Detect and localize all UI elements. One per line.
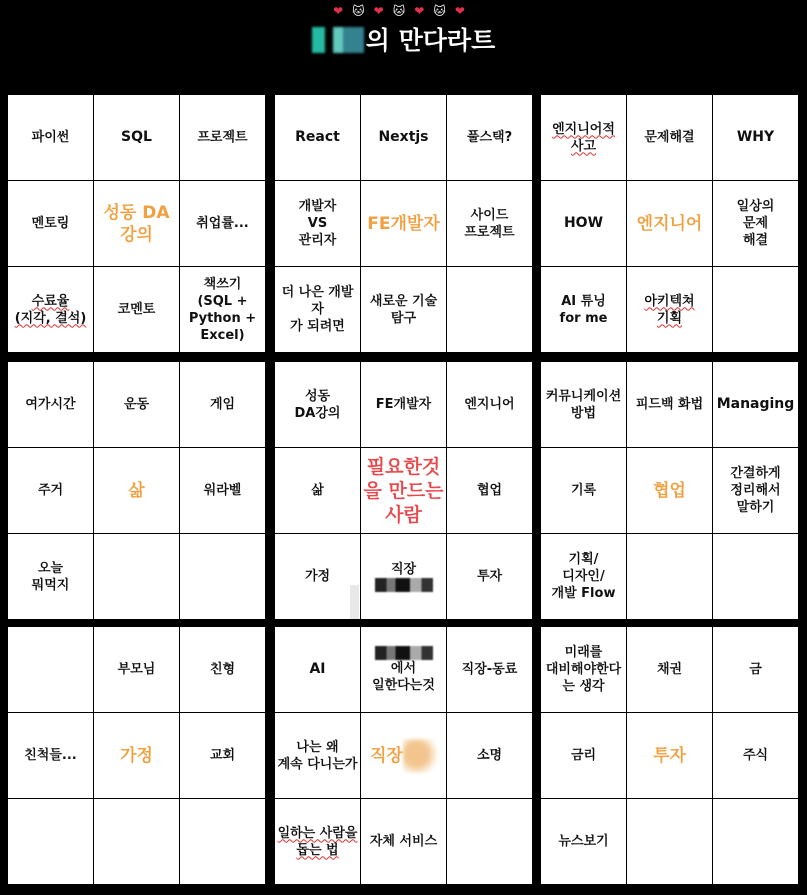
sub-goal-cell (627, 448, 712, 533)
goal-cell (180, 362, 265, 447)
cell-text: 친척들... (24, 748, 77, 763)
cell-text: 협업 (476, 483, 503, 498)
cell-text: 자체 서비스 (369, 834, 438, 849)
cell-text: SQL (121, 129, 152, 145)
goal-cell (8, 713, 93, 798)
sub-goal-cell (94, 181, 179, 266)
cell-text: 더 나은 개발자 가 되려면 (281, 285, 354, 334)
goal-cell (8, 181, 93, 266)
goal-cell (541, 181, 626, 266)
sub-goal-cell (627, 181, 712, 266)
cell-text: 투자 (653, 745, 686, 766)
heart-icon: ❤ (333, 4, 353, 18)
cell-text: 커뮤니케이션 방법 (545, 388, 622, 421)
cell-text: 운동 (123, 397, 150, 412)
goal-cell (447, 362, 532, 447)
cell-text: 워라벨 (203, 483, 242, 498)
goal-cell (180, 181, 265, 266)
sub-goal-cell (94, 713, 179, 798)
empty-cell (447, 799, 532, 884)
cell-text: 게임 (209, 397, 236, 412)
empty-cell (94, 799, 179, 884)
block-top-right (541, 95, 799, 353)
goal-cell (8, 448, 93, 533)
cell-text: 개발자 VS 관리자 (298, 199, 337, 248)
goal-cell (447, 448, 532, 533)
cell-text: FE개발자 (375, 397, 432, 412)
cell-text: 코멘토 (117, 302, 156, 317)
goal-cell (275, 181, 360, 266)
goal-cell (180, 713, 265, 798)
cell-text: 소명 (476, 748, 503, 763)
cell-text: 피드백 화법 (635, 397, 704, 412)
goal-cell (275, 799, 360, 884)
goal-cell (275, 267, 360, 352)
goal-cell (275, 362, 360, 447)
empty-cell (8, 799, 93, 884)
goal-cell (361, 362, 446, 447)
cell-text: 채권 (656, 662, 683, 677)
cell-text: 풀스택? (466, 130, 513, 145)
goal-cell (180, 267, 265, 352)
cell-text: 가정 (120, 745, 153, 766)
sub-goal-cell (361, 181, 446, 266)
goal-cell (541, 534, 626, 619)
cell-text: 주거 (37, 483, 64, 498)
cell-text: 직장 (370, 745, 403, 766)
goal-cell (713, 713, 798, 798)
cat-icon: 🐱 (352, 4, 374, 18)
cell-text: 직장-동료 (461, 662, 518, 677)
cell-text: AI (309, 661, 326, 677)
cell-text: 여가시간 (25, 397, 76, 412)
cell-text: 프로젝트 (197, 130, 248, 145)
goal-cell (713, 95, 798, 180)
cell-text: 협업 (653, 480, 686, 501)
cell-text: 직장 (390, 562, 417, 577)
empty-cell (713, 534, 798, 619)
redacted-text (375, 578, 433, 592)
goal-cell (447, 181, 532, 266)
cell-text: 문제해결 (644, 130, 695, 145)
cell-text: 새로운 기술 탐구 (369, 293, 438, 326)
block-bottom-left (8, 627, 266, 885)
goal-cell (447, 534, 532, 619)
block-mid-left (8, 362, 266, 620)
goal-cell (541, 713, 626, 798)
goal-cell (275, 448, 360, 533)
goal-cell (627, 95, 712, 180)
heart-icon: ❤ (454, 4, 474, 18)
goal-cell (8, 534, 93, 619)
cell-text: 파이썬 (31, 130, 70, 145)
cell-text: 기록 (570, 483, 597, 498)
block-bottom-right (541, 627, 799, 885)
goal-cell (447, 627, 532, 712)
block-top-middle (275, 95, 533, 353)
goal-cell (627, 362, 712, 447)
empty-cell (94, 534, 179, 619)
goal-cell (541, 799, 626, 884)
goal-cell (8, 95, 93, 180)
goal-cell (275, 534, 360, 619)
cell-text: 삶 (128, 480, 145, 501)
cell-text: 엔지니어적 사고 (552, 121, 615, 154)
empty-cell (180, 799, 265, 884)
cell-text: 삶 (311, 483, 324, 498)
cell-text: 취업률... (196, 216, 249, 231)
overlay-strip (350, 585, 359, 619)
block-top-left (8, 95, 266, 353)
cell-text: 성동 DA강의 (294, 388, 341, 421)
cell-text: 책쓰기 (SQL + Python + Excel) (188, 276, 257, 343)
empty-cell (713, 799, 798, 884)
goal-cell (541, 267, 626, 352)
cell-text: 성동 DA강의 (103, 202, 170, 245)
goal-cell (275, 713, 360, 798)
cell-text: 뉴스보기 (558, 834, 609, 849)
heart-icon: ❤ (414, 4, 434, 18)
cell-text: Managing (716, 396, 795, 412)
cell-text: 수료율 (지각, 결석) (14, 293, 87, 326)
goal-cell (180, 627, 265, 712)
cell-text: 멘토링 (31, 216, 70, 231)
cell-text: HOW (563, 215, 604, 231)
cell-text: 일하는 사람을 돕는 법 (277, 825, 358, 858)
goal-cell (713, 181, 798, 266)
cell-text: 기획/ 디자인/ 개발 Flow (551, 552, 616, 601)
cell-text: AI 튜닝 for me (559, 293, 608, 326)
page-header (0, 0, 807, 90)
goal-cell (180, 448, 265, 533)
cat-icon: 🐱 (433, 4, 455, 18)
mandalart-board (0, 90, 807, 895)
cell-text: 엔지니어 (464, 397, 515, 412)
goal-cell (541, 362, 626, 447)
empty-cell (627, 534, 712, 619)
cell-text: 투자 (476, 569, 503, 584)
goal-cell (627, 627, 712, 712)
cell-text: React (295, 129, 340, 145)
cell-text: 가정 (304, 569, 331, 584)
cell-text: 나는 왜 계속 다니는가 (277, 739, 358, 772)
goal-cell (8, 362, 93, 447)
cell-text: Nextjs (378, 129, 429, 145)
cell-text: 엔지니어 (636, 213, 703, 234)
goal-cell (275, 627, 360, 712)
goal-cell (361, 267, 446, 352)
cell-text: 사이드 프로젝트 (464, 207, 515, 240)
cell-text: 아키텍쳐 기획 (644, 293, 695, 326)
block-bottom-middle (275, 627, 533, 885)
empty-cell (8, 627, 93, 712)
goal-cell (447, 95, 532, 180)
cell-text: 일상의 문제 해결 (736, 199, 775, 248)
page-title (0, 24, 807, 58)
empty-cell (713, 267, 798, 352)
cell-text: 교회 (209, 748, 236, 763)
goal-cell (94, 627, 179, 712)
master-goal-cell (361, 448, 446, 533)
goal-cell (627, 267, 712, 352)
goal-cell (94, 95, 179, 180)
sub-goal-cell (94, 448, 179, 533)
goal-cell (361, 95, 446, 180)
goal-cell (541, 448, 626, 533)
goal-cell (361, 534, 446, 619)
cell-text: 오늘 뭐먹지 (31, 560, 70, 593)
goal-cell (94, 267, 179, 352)
goal-cell (94, 362, 179, 447)
goal-cell (541, 95, 626, 180)
blurred-name-image (312, 27, 364, 53)
cell-text: 금 (749, 662, 762, 677)
empty-cell (627, 799, 712, 884)
cell-text: 금리 (570, 748, 597, 763)
cell-text: FE개발자 (367, 213, 440, 234)
goal-cell (8, 267, 93, 352)
goal-cell (361, 799, 446, 884)
cat-icon: 🐱 (392, 4, 415, 18)
empty-cell (447, 267, 532, 352)
sub-goal-cell (627, 713, 712, 798)
goal-cell (275, 95, 360, 180)
cell-text: 미래를 대비해야한다 는 생각 (545, 645, 622, 694)
cell-text: 주식 (742, 748, 769, 763)
decoration-hearts (0, 4, 807, 18)
goal-cell (541, 627, 626, 712)
goal-cell (361, 627, 446, 712)
cell-text: 부모님 (117, 662, 156, 677)
cell-text: WHY (736, 129, 775, 145)
heart-icon: ❤ (373, 4, 393, 18)
empty-cell (180, 534, 265, 619)
cell-text: 간결하게 정리해서 말하기 (730, 466, 781, 515)
block-center (275, 362, 533, 620)
goal-cell (713, 627, 798, 712)
cell-text: 에서 일한다는것 (372, 660, 435, 693)
goal-cell (713, 362, 798, 447)
block-mid-right (541, 362, 799, 620)
cell-text: 친형 (209, 662, 236, 677)
goal-cell (180, 95, 265, 180)
redacted-text (375, 646, 433, 660)
cell-text: 필요한것 을 만드는 사람 (363, 455, 444, 526)
title-text: 의 만다라트 (365, 26, 496, 55)
goal-cell (713, 448, 798, 533)
sub-goal-cell (361, 713, 446, 798)
blurred-image (403, 739, 437, 773)
goal-cell (447, 713, 532, 798)
